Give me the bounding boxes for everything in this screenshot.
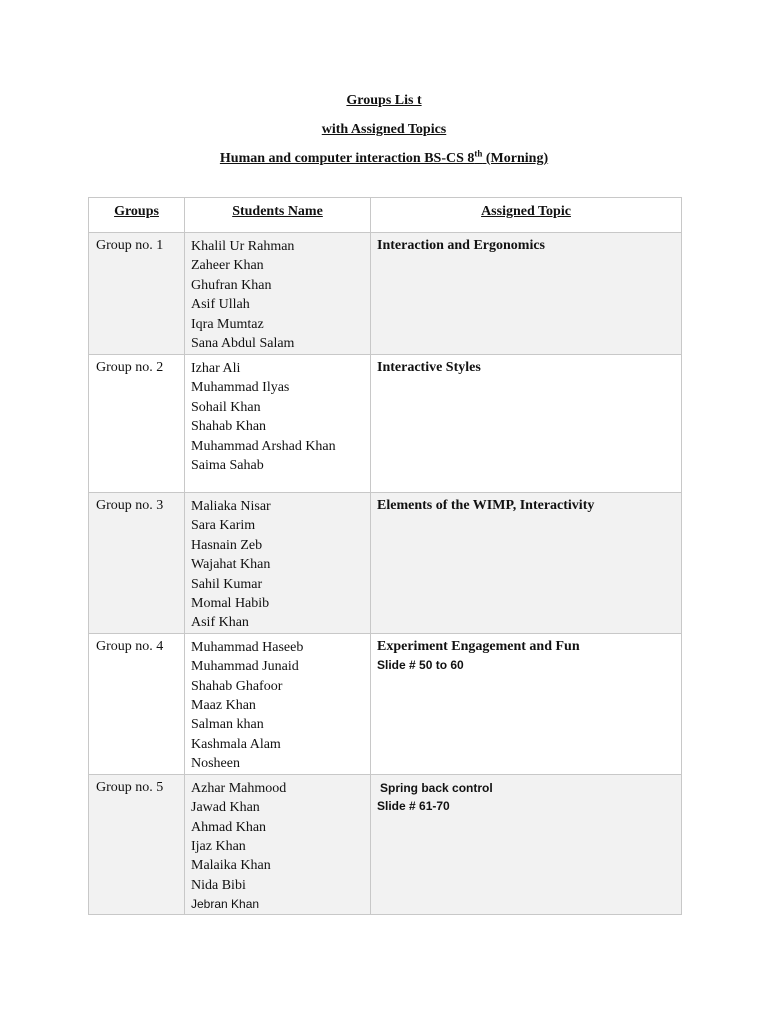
student-name: Ghufran Khan: [191, 277, 272, 293]
student-name: Jawad Khan: [191, 800, 260, 816]
student-name: Hasnain Zeb: [191, 537, 263, 553]
student-name: Asif Khan: [191, 615, 249, 631]
student-list: [185, 233, 371, 355]
assigned-topic: [371, 493, 682, 634]
student-name: Jebran Khan: [191, 897, 260, 912]
student-list: [185, 355, 371, 493]
group-label: Group no. 1: [89, 233, 185, 355]
student-name: Sahil Kumar: [191, 576, 263, 592]
group-label: Group no. 3: [89, 493, 185, 634]
student-name: Asif Ullah: [191, 297, 250, 313]
assigned-topic: [371, 355, 682, 493]
assigned-topic: [371, 774, 682, 914]
column-header-students: Students Name: [185, 198, 371, 233]
student-name: Shahab Khan: [191, 419, 267, 435]
column-header-groups: Groups: [89, 198, 185, 233]
document-header: [0, 92, 768, 179]
student-name: Nida Bibi: [191, 877, 246, 893]
student-name: Salman khan: [191, 717, 264, 733]
group-label: Group no. 4: [89, 633, 185, 774]
student-name: Saima Sahab: [191, 458, 264, 474]
topic-title: Interaction and Ergonomics: [377, 238, 545, 253]
table-row: [89, 493, 682, 634]
student-name: Wajahat Khan: [191, 557, 271, 573]
course-title: [0, 150, 768, 179]
student-name: Sana Abdul Salam: [191, 336, 295, 352]
topic-slide-range: Slide # 50 to 60: [377, 657, 464, 672]
student-name: Azhar Mahmood: [191, 780, 287, 796]
topic-title: Experiment Engagement and Fun: [377, 638, 580, 654]
student-name: Ahmad Khan: [191, 819, 267, 835]
student-name: Sohail Khan: [191, 399, 261, 415]
table-row: [89, 355, 682, 493]
student-list: [185, 633, 371, 774]
topic-title: Spring back control: [380, 780, 493, 795]
column-header-topic: Assigned Topic: [371, 198, 682, 233]
student-name: Muhammad Haseeb: [191, 639, 304, 655]
table-row: [89, 774, 682, 914]
document-title: Groups Lis t: [346, 93, 422, 108]
student-list: [185, 493, 371, 634]
document-subtitle: with Assigned Topics: [321, 122, 447, 137]
table-row: [89, 633, 682, 774]
student-name: Malaika Khan: [191, 858, 271, 874]
student-name: Maaz Khan: [191, 698, 256, 714]
student-name: Ijaz Khan: [191, 838, 246, 854]
student-name: Momal Habib: [191, 596, 270, 612]
student-name: Zaheer Khan: [191, 258, 264, 274]
student-list: [185, 774, 371, 914]
student-name: Muhammad Junaid: [191, 659, 299, 675]
assigned-topic: [371, 633, 682, 774]
groups-table: [88, 197, 682, 915]
student-name: Iqra Mumtaz: [191, 316, 264, 332]
student-name: Muhammad Ilyas: [191, 380, 290, 396]
course-title-main: Human and computer interaction BS-CS 8: [219, 151, 475, 166]
topic-title: Elements of the WIMP, Interactivity: [377, 498, 595, 513]
group-label: Group no. 5: [89, 774, 185, 914]
assigned-topic: [371, 233, 682, 355]
student-name: Sara Karim: [191, 518, 256, 534]
table-header-row: [89, 198, 682, 233]
table-row: [89, 233, 682, 355]
course-title-superscript: th: [474, 148, 483, 159]
course-title-session: (Morning): [482, 151, 549, 166]
student-name: Shahab Ghafoor: [191, 678, 283, 694]
topic-slide-range: Slide # 61-70: [377, 798, 450, 813]
student-name: Khalil Ur Rahman: [191, 239, 295, 254]
group-label: Group no. 2: [89, 355, 185, 493]
topic-title: Interactive Styles: [377, 360, 481, 375]
student-name: Maliaka Nisar: [191, 499, 271, 514]
student-name: Izhar Ali: [191, 361, 241, 376]
student-name: Nosheen: [191, 756, 240, 772]
student-name: Muhammad Arshad Khan: [191, 438, 336, 454]
student-name: Kashmala Alam: [191, 736, 281, 752]
